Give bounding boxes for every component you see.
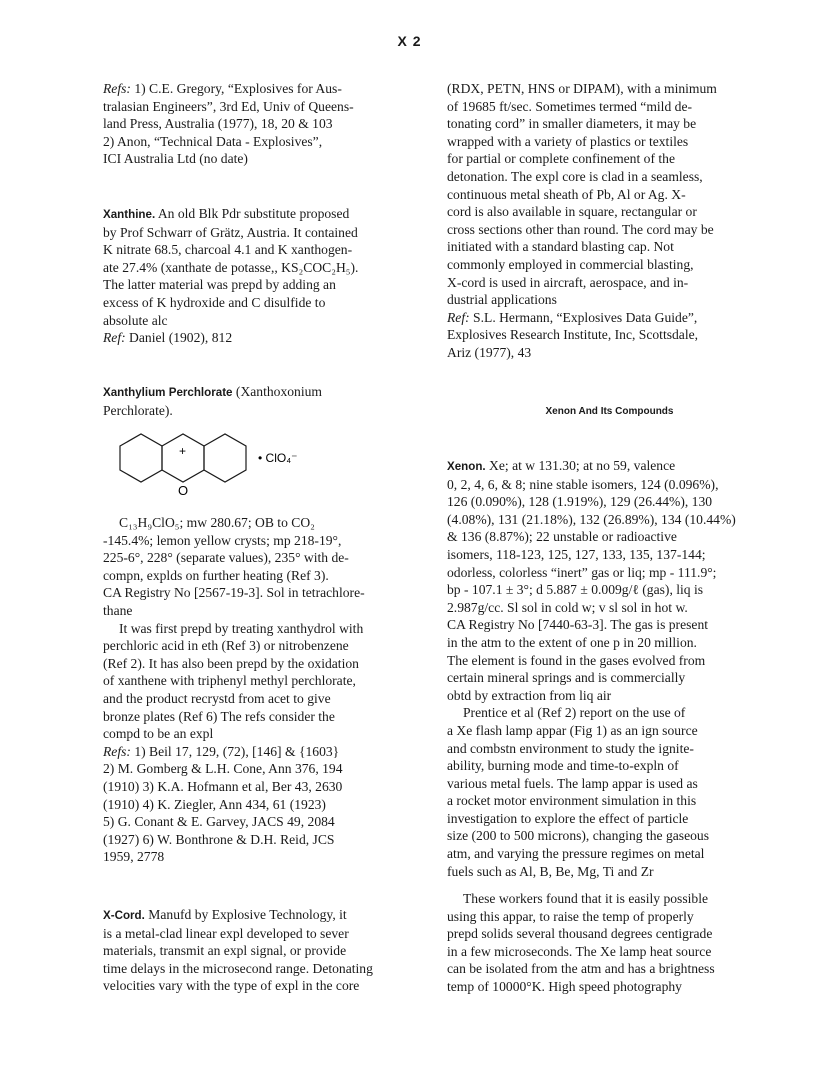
text-line: K nitrate 68.5, charcoal 4.1 and K xanthogen- bbox=[103, 242, 353, 258]
section-title: Xenon And Its Compounds bbox=[545, 406, 674, 417]
text-line: ICI Australia Ltd (no date) bbox=[103, 151, 248, 167]
text-line: 225-6°, 228° (separate values), 235° with de- bbox=[103, 550, 349, 566]
text-line: cord is also available in square, rectangular or bbox=[447, 204, 697, 220]
pyrylium-ring-center bbox=[162, 434, 204, 482]
text-line: 5) G. Conant & E. Garvey, JACS 49, 2084 bbox=[103, 814, 335, 830]
text-line: of xanthene with triphenyl methyl perchlorate, bbox=[103, 673, 356, 689]
text-line: perchloric acid in eth (Ref 3) or nitrobenzene bbox=[103, 638, 349, 654]
headword: Xanthine. bbox=[103, 208, 156, 221]
text-line: cross sections other than round. The cord may be bbox=[447, 221, 714, 237]
text-line: isomers, 118-123, 125, 127, 133, 135, 137-144; bbox=[447, 546, 706, 562]
text-line: continuous metal sheath of Pb, Al or Ag. X- bbox=[447, 186, 686, 202]
text-line: size (200 to 500 microns), changing the gaseous bbox=[447, 828, 709, 844]
text-line: tonating cord” in smaller diameters, it may be bbox=[447, 116, 697, 132]
text-line: initiated with a standard blasting cap. Not bbox=[447, 239, 674, 255]
text-line: (Xanthoxonium bbox=[232, 384, 322, 399]
text-line: tralasian Engineers”, 3rd Ed, Univ of Queens- bbox=[103, 98, 354, 114]
text-line: C₁₃H₉ClO₅; mw 280.67; OB to CO₂ bbox=[119, 515, 315, 530]
text-line: Ref: S.L. Hermann, “Explosives Data Guide”, bbox=[447, 309, 698, 325]
text-line: (1910) 4) K. Ziegler, Ann 434, 61 (1923) bbox=[103, 796, 326, 812]
text-line: Prentice et al (Ref 2) report on the use of bbox=[463, 705, 686, 721]
text-line: land Press, Australia (1977), 18, 20 & 103 bbox=[103, 116, 333, 132]
text-line: (4.08%), 131 (21.18%), 132 (26.89%), 134 (10.44%) bbox=[447, 511, 736, 527]
ref-label: Refs: bbox=[103, 81, 131, 96]
text-line: detonation. The expl core is clad in a seamless, bbox=[447, 168, 703, 184]
text-line: investigation to explore the effect of particle bbox=[447, 810, 689, 826]
text-line: Manufd by Explosive Technology, it bbox=[144, 907, 347, 922]
charge-plus: + bbox=[179, 444, 187, 458]
text-line: thane bbox=[103, 602, 133, 618]
text-line: (RDX, PETN, HNS or DIPAM), with a minimum bbox=[447, 81, 717, 96]
ref-label: Ref: bbox=[447, 309, 470, 325]
text-line: bronze plates (Ref 6) The refs consider the bbox=[103, 708, 335, 724]
entry-xanthylium-body bbox=[103, 514, 403, 866]
text-line: 0, 2, 4, 6, & 8; nine stable isomers, 124 (0.096%), bbox=[447, 476, 719, 492]
text-line: obtd by extraction from liq air bbox=[447, 687, 612, 703]
text-line: velocities vary with the type of expl in the core bbox=[103, 978, 360, 994]
text-line: Ref: Daniel (1902), 812 bbox=[103, 330, 233, 346]
text-line: temp of 10000°K. High speed photography bbox=[447, 978, 682, 994]
ref-label: Ref: bbox=[103, 330, 126, 346]
text-line: wrapped with a variety of plastics or textiles bbox=[447, 133, 689, 149]
text-line: Refs: 1) Beil 17, 129, (72), [146] & {1603} bbox=[103, 743, 340, 759]
text-line: and the product recrystd from acet to give bbox=[103, 690, 331, 706]
text-line: X-cord is used in aircraft, aerospace, and in- bbox=[447, 274, 689, 290]
benzene-ring-left bbox=[120, 434, 162, 482]
text-line: (1910) 3) K.A. Hofmann et al, Ber 43, 2630 bbox=[103, 778, 343, 794]
text-line: compd to be an expl bbox=[103, 726, 214, 742]
text-line: It was first prepd by treating xanthydrol with bbox=[119, 620, 364, 636]
text-line: Refs: 1) C.E. Gregory, “Explosives for Aus- bbox=[103, 81, 342, 96]
text-line: excess of K hydroxide and C disulfide to bbox=[103, 294, 326, 310]
ref-label: Refs: bbox=[103, 743, 131, 759]
text-line: (1927) 6) W. Bonthrone & D.H. Reid, JCS bbox=[103, 831, 335, 847]
text-line: CA Registry No [7440-63-3]. The gas is present bbox=[447, 617, 709, 633]
text-line: -145.4%; lemon yellow crysts; mp 218-19°, bbox=[103, 532, 342, 548]
text-line: materials, transmit an expl signal, or provide bbox=[103, 943, 347, 959]
headword: Xenon. bbox=[447, 460, 486, 473]
text-line: These workers found that it is easily possible bbox=[463, 891, 709, 906]
text-line: of 19685 ft/sec. Sometimes termed “mild de- bbox=[447, 98, 693, 114]
headword: Xanthylium Perchlorate bbox=[103, 386, 233, 399]
text-line: 2) M. Gomberg & L.H. Cone, Ann 376, 194 bbox=[103, 761, 343, 777]
text-line: Xe; at w 131.30; at no 59, valence bbox=[485, 458, 676, 473]
text-line: ate 27.4% (xanthate de potasse,, KS₂COC₂H₅). bbox=[103, 259, 359, 275]
text-line: ability, burning mode and time-to-expln of bbox=[447, 758, 679, 774]
text-line: time delays in the microsecond range. Detonating bbox=[103, 960, 373, 976]
text-line: CA Registry No [2567-19-3]. Sol in tetrachlore- bbox=[103, 585, 365, 601]
text-line: 2.987g/cc. Sl sol in cold w; v sl sol in hot w. bbox=[447, 599, 688, 615]
benzene-ring-right bbox=[204, 434, 246, 482]
text-line: using this appar, to raise the temp of properly bbox=[447, 908, 694, 924]
text-line: Explosives Research Institute, Inc, Scottsdale, bbox=[447, 327, 699, 343]
text-line: The latter material was prepd by adding an bbox=[103, 277, 336, 293]
text-line: in the atm to the extent of one p in 20 million. bbox=[447, 634, 697, 650]
text-line: absolute alc bbox=[103, 312, 168, 328]
text-line: is a metal-clad linear expl developed to sever bbox=[103, 925, 349, 941]
entry-xanthylium-head bbox=[103, 383, 403, 419]
text-line: in a few microseconds. The Xe lamp heat source bbox=[447, 943, 712, 959]
text-line: and combstn environment to study the ignite- bbox=[447, 740, 694, 756]
text-line: atm, and varying the pressure regimes on metal bbox=[447, 846, 705, 862]
entry-xenon bbox=[447, 457, 772, 880]
text-line: certain mineral springs and is commercially bbox=[447, 670, 686, 686]
text-line: by Prof Schwarr of Grätz, Austria. It contained bbox=[103, 224, 358, 240]
text-line: commonly employed in commercial blasting, bbox=[447, 256, 694, 272]
text-line: Ariz (1977), 43 bbox=[447, 344, 532, 360]
text-line: The element is found in the gases evolved from bbox=[447, 652, 706, 668]
text-line: a Xe flash lamp appar (Fig 1) as an ign source bbox=[447, 722, 698, 738]
xenon-paragraph-2 bbox=[447, 890, 772, 996]
text-line: (Ref 2). It has also been prepd by the oxidation bbox=[103, 655, 359, 671]
text-line: for partial or complete confinement of the bbox=[447, 151, 675, 167]
anion-label: • ClO₄⁻ bbox=[258, 451, 298, 465]
text-line: a rocket motor environment simulation in this bbox=[447, 793, 697, 809]
text-line: & 136 (8.87%); 22 unstable or radioactive bbox=[447, 529, 677, 545]
text-line: fuels such as Al, B, Be, Mg, Ti and Zr bbox=[447, 863, 654, 879]
text-line: 2) Anon, “Technical Data - Explosives”, bbox=[103, 133, 323, 149]
text-line: Perchlorate). bbox=[103, 402, 173, 418]
text-line: can be isolated from the atm and has a brightness bbox=[447, 961, 715, 977]
text-line: 126 (0.090%), 128 (1.919%), 129 (26.44%), 130 bbox=[447, 494, 713, 510]
page-number: X 2 bbox=[397, 33, 422, 49]
refs-top bbox=[103, 80, 403, 168]
entry-xanthine bbox=[103, 205, 403, 347]
text-line: bp - 107.1 ± 3°; d 5.887 ± 0.009g/ℓ (gas), liq is bbox=[447, 582, 704, 598]
text-line: various metal fuels. The lamp appar is used as bbox=[447, 775, 698, 791]
text-line: prepd solids several thousand degrees centigrade bbox=[447, 926, 713, 942]
oxygen-atom: O bbox=[178, 483, 189, 498]
xanthylium-structure bbox=[113, 424, 383, 504]
text-line: compn, explds on further heating (Ref 3). bbox=[103, 567, 329, 583]
text-line: odorless, colorless “inert” gas or liq; mp - 111.9°; bbox=[447, 564, 717, 580]
text-line: 1959, 2778 bbox=[103, 849, 165, 865]
entry-xcord bbox=[103, 906, 403, 995]
text-line: An old Blk Pdr substitute proposed bbox=[155, 206, 350, 221]
xcord-continued bbox=[447, 80, 772, 362]
headword: X-Cord. bbox=[103, 909, 145, 922]
text-line: dustrial applications bbox=[447, 292, 557, 308]
